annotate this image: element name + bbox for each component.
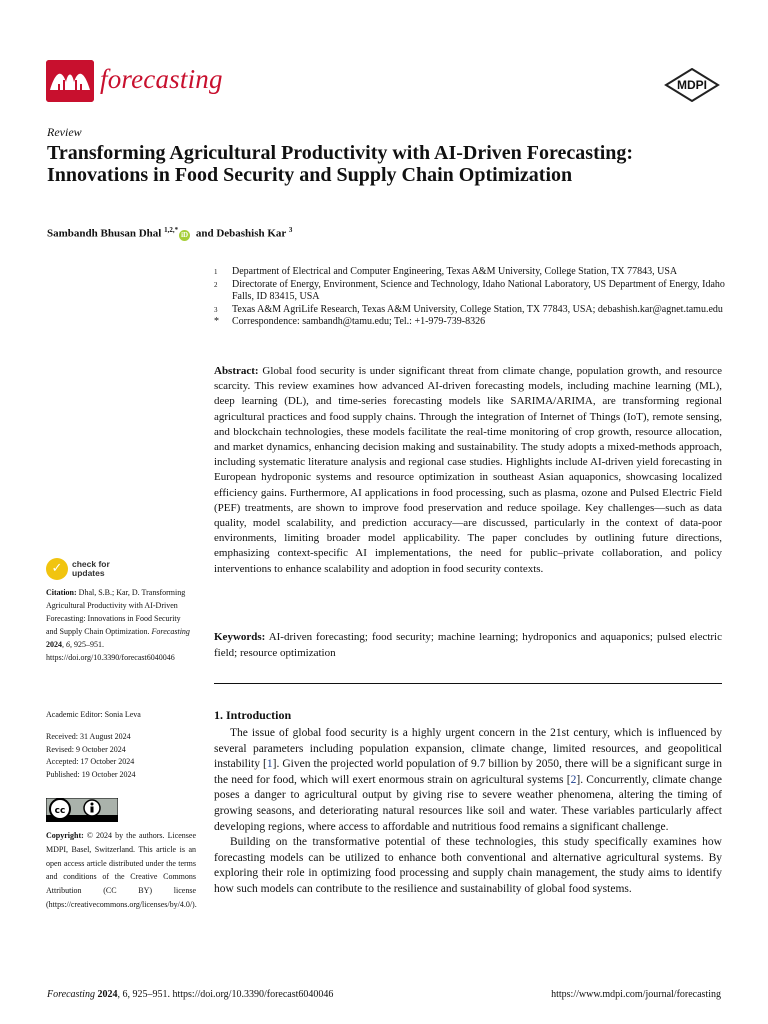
- article-type: Review: [47, 125, 82, 139]
- affiliation-mark: 2: [214, 280, 218, 289]
- affiliation-item: [214, 279, 726, 304]
- paragraph-text: ]. Given the projected world population of 9.7 billion by 2050, there will be a significant surge in the need for food, which will exert enormous strain on agricultural systems [: [214, 758, 722, 786]
- svg-text:cc: cc: [54, 806, 66, 816]
- paragraph-text: The issue of global food security is a highly urgent concern in the 21st century, which is influenced by several parameters including population expansion, climate change, limited resources, and geopolitical instability [: [214, 727, 722, 771]
- date-published: Published: 19 October 2024: [46, 769, 136, 779]
- article-title: Transforming Agricultural Productivity with AI-Driven Forecasting: Innovations in Food Security and Supply Chain Optimization: [47, 142, 634, 186]
- orcid-icon[interactable]: iD: [181, 230, 189, 239]
- academic-editor: Academic Editor: Sonia Leva: [46, 710, 141, 719]
- citation-journal: Forecasting: [151, 627, 190, 636]
- footer-journal: Forecasting: [47, 989, 95, 1000]
- affiliation-text: Texas A&M AgriLife Research, Texas A&M University, College Station, TX 77843, USA; debashish.kar@agnet.tamu.edu: [232, 303, 723, 315]
- cc-by-license-icon[interactable]: [46, 798, 118, 822]
- date-received: Received: 31 August 2024: [46, 732, 131, 741]
- author-2[interactable]: and Debashish Kar: [195, 227, 287, 240]
- affiliation-item: [214, 304, 726, 317]
- affiliation-mark: 3: [214, 305, 218, 314]
- affiliation-item: [214, 316, 726, 329]
- citation-text: Dhal, S.B.; Kar, D. Transforming Agricultural Productivity with AI-Driven Forecasting: Innovations in Food Security and Supply Chain Optimization.: [46, 588, 186, 636]
- abstract: [214, 364, 722, 577]
- affiliations: [214, 266, 726, 329]
- affiliation-text: Department of Electrical and Computer Engineering, Texas A&M University, College Station, TX 77843, USA: [232, 266, 678, 277]
- reference-link[interactable]: 1: [266, 758, 273, 771]
- abstract-text: Global food security is under significant threat from climate change, population growth, and resource scarcity. This review examines how advanced AI-driven forecasting models, including machine learning (ML), deep learning (DL), and time-series forecasting models like SARIMA/ARIMA, are transforming regional agricultural practices and food supply chains. Through the integration of Internet of Things (IoT), remote sensing, and blockchain technologies, these models facilitate the real-time monitoring of crop growth, resource allocation, and market dynamics, enhancing decision making and sustainability. The study adopts a mixed-methods approach, including systematic literature analysis and regional case studies. Highlights include AI-driven yield forecasting in European hydroponic systems and resource optimization in southeast Asian aquaponics, showcasing localized efficiency gains. Furthermore, AI applications in food processing, such as plasma, ozone and Pulsed Electric Field (PEF) treatments, are shown to improve food preservation and reduce spoilage. Key challenges—such as data quality, model scalability, and prediction accuracy—are discussed, particularly in the context of data-poor environments, limiting broader model applicability. The paper concludes by outlining future directions, emphasizing context-specific AI implementations, the need for public–private collaboration, and policy interventions to enhance scalability and adoption in food security contexts.: [214, 365, 723, 575]
- paragraph: [214, 726, 722, 835]
- affiliation-mark: 1: [214, 268, 218, 276]
- section-heading: 1. Introduction: [214, 708, 292, 722]
- footer-doi[interactable]: , 6, 925–951. https://doi.org/10.3390/forecast6040046: [117, 989, 334, 1000]
- checkmark-icon: ✓: [46, 558, 68, 580]
- introduction-body: [214, 726, 722, 898]
- paragraph-text: ]. Concurrently, climate change poses a danger to agricultural output by giving rise to severe weather phenomena, altering the timing of growing seasons, and deteriorating natural resources like soil and water. These variables particularly affect developing regions, where access to affordable and nutritious food remains a significant challenge.: [214, 773, 722, 833]
- footer-year: 2024: [97, 989, 118, 1000]
- affiliation-mark: *: [214, 316, 219, 327]
- copyright-text: © 2024 by the authors. Licensee MDPI, Basel, Switzerland. This article is an open access article distributed under the terms and conditions of the Creative Commons Attribution (CC BY) license (https://creativecommons.org/licenses/by/4.0/).: [46, 831, 197, 909]
- keywords-label: Keywords:: [214, 631, 266, 643]
- author-1[interactable]: Sambandh Bhusan Dhal: [47, 227, 162, 240]
- date-accepted: Accepted: 17 October 2024: [46, 757, 135, 766]
- svg-text:MDPI: MDPI: [677, 78, 707, 92]
- citation-block: [46, 586, 194, 664]
- publication-dates: [46, 731, 136, 781]
- copyright-label: Copyright:: [46, 831, 84, 840]
- author-1-affiliations: 1,2,*: [164, 226, 179, 234]
- author-2-affiliations: 3: [288, 226, 293, 234]
- section-divider: [214, 683, 722, 684]
- author-line: [47, 226, 292, 241]
- check-updates-label: check for updates: [72, 559, 110, 578]
- abstract-label: Abstract:: [214, 365, 259, 377]
- affiliation-item: [214, 266, 726, 279]
- footer-journal-url[interactable]: https://www.mdpi.com/journal/forecasting: [551, 989, 721, 1000]
- keywords-text: AI-driven forecasting; food security; machine learning; hydroponics and aquaponics; pulsed electric field; resource optimization: [214, 631, 722, 659]
- citation-year: 2024: [46, 640, 62, 649]
- citation-doi[interactable]: 925–951. https://doi.org/10.3390/forecast6040046: [46, 640, 175, 662]
- date-revised: Revised: 9 October 2024: [46, 744, 126, 754]
- citation-label: Citation:: [46, 588, 77, 597]
- journal-logo: [46, 60, 94, 102]
- journal-name[interactable]: forecasting: [100, 64, 223, 94]
- paragraph: Building on the transformative potential of these technologies, this study specifically examines how forecasting models can be utilized to enhance both conventional and alternative agricultural systems. By exploring their role in optimizing food processing and supply chain management, the study aims to identify how such models can contribute to the resilience and sustainability of global food systems.: [214, 836, 722, 895]
- copyright-notice: [46, 829, 196, 912]
- mdpi-logo[interactable]: [664, 68, 720, 102]
- check-for-updates-button[interactable]: [46, 558, 110, 580]
- footer-citation: [47, 989, 333, 1000]
- keywords: [214, 630, 722, 661]
- affiliation-text: Directorate of Energy, Environment, Science and Technology, Idaho National Laboratory, US Department of Energy, Idaho Falls, ID 83415, USA: [232, 278, 725, 302]
- affiliation-text: Correspondence: sambandh@tamu.edu; Tel.: +1-979-739-8326: [232, 316, 486, 327]
- reference-link[interactable]: 2: [570, 773, 577, 786]
- citation-volume: , 6,: [62, 640, 72, 649]
